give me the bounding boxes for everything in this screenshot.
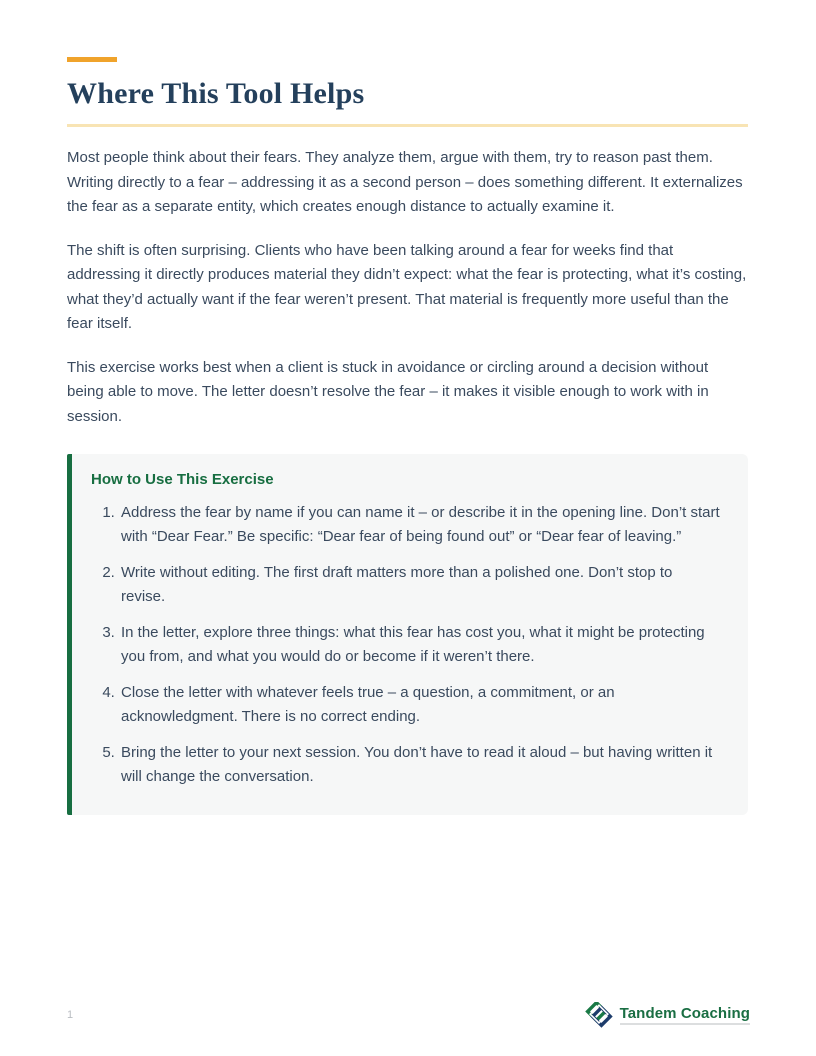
tandem-diamond-icon (585, 1002, 613, 1028)
instruction-item: 1. Address the fear by name if you can name it – or describe it in the opening line. Don’t start with “Dear Fear.” Be specific: “Dear fear of being found out” or “Dear fear of leaving.” (119, 501, 720, 548)
page-title: Where This Tool Helps (67, 77, 365, 110)
page-number: 1 (67, 1009, 74, 1021)
page-content (67, 0, 748, 815)
instruction-list (91, 501, 720, 788)
brand-name: Tandem Coaching (620, 1005, 750, 1025)
paragraph-3: This exercise works best when a client is stuck in avoidance or circling around a decision without being able to move. The letter doesn’t resolve the fear – it makes it visible enough to work with in session. (67, 358, 709, 425)
accent-bar (67, 57, 117, 62)
body-copy (67, 146, 748, 429)
how-to-use-callout (67, 454, 748, 815)
page-footer (67, 1002, 750, 1028)
paragraph-2: The shift is often surprising. Clients who have been talking around a fear for weeks find that addressing it directly produces material they didn’t expect: what the fear is protecting, what it’s costing, what they’d actually want if the fear weren’t present. That material is frequently more useful than the fear itself. (67, 241, 747, 332)
instruction-item: 2. Write without editing. The first draft matters more than a polished one. Don’t stop to revise. (119, 561, 720, 608)
instruction-item: 3. In the letter, explore three things: what this fear has cost you, what it might be protecting you from, and what you would do or become if it weren’t there. (119, 621, 720, 668)
callout-title: How to Use This Exercise (91, 471, 274, 488)
instruction-item: 4. Close the letter with whatever feels true – a question, a commitment, or an acknowledgment. There is no correct ending. (119, 681, 720, 728)
instruction-item: 5. Bring the letter to your next session. You don’t have to read it aloud – but having written it will change the conversation. (119, 741, 720, 788)
brand-logo[interactable] (585, 1002, 750, 1028)
paragraph-1: Most people think about their fears. They analyze them, argue with them, try to reason past them. Writing directly to a fear – addressing it as a second person – does something different. It externalizes the fear as a separate entity, which creates enough distance to actually examine it. (67, 149, 743, 215)
document-header (67, 77, 748, 127)
